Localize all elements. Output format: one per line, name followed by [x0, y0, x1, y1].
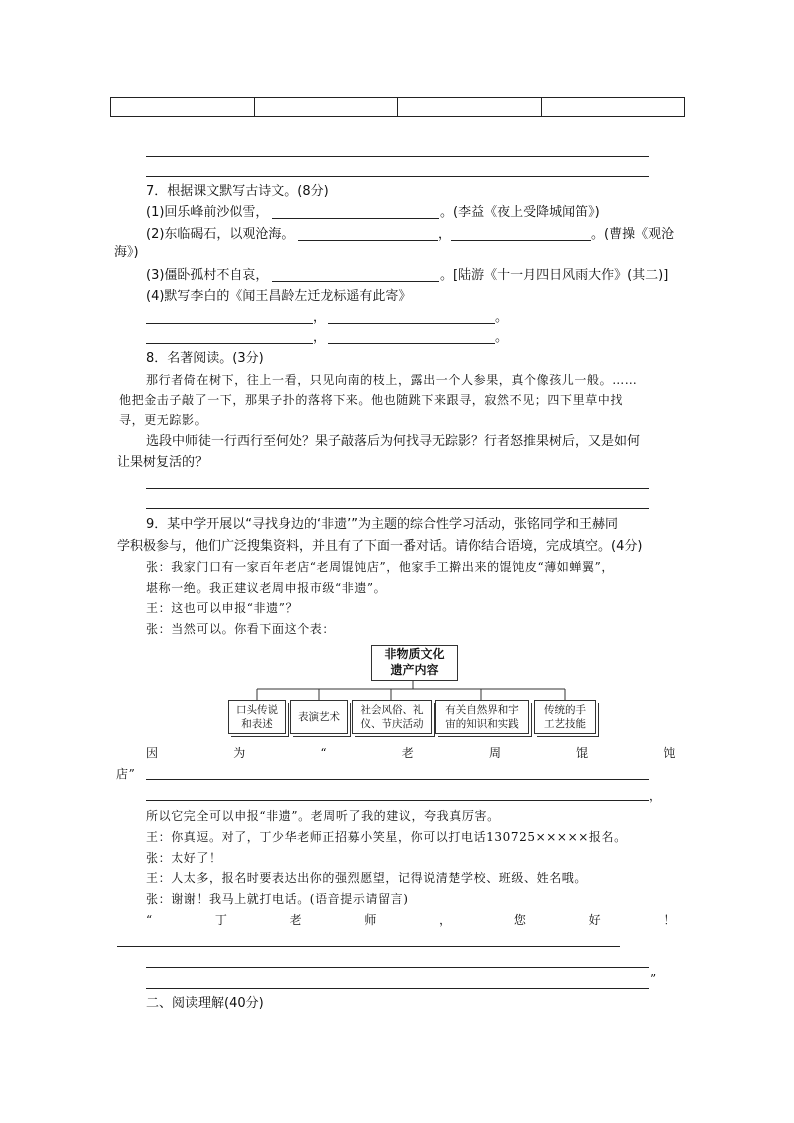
- dialog-zhang-4: 张：太好了！: [146, 851, 222, 865]
- char: ，: [439, 913, 452, 927]
- char: 丁: [214, 913, 228, 927]
- chart-item-social-customs: [352, 700, 432, 734]
- char: 为: [233, 746, 246, 760]
- q7-item1-source: 。(李益《夜上受降城闻笛》): [440, 205, 600, 220]
- q7-item4: (4)默写李白的《闻王昌龄左迁龙标遥有此寄》: [146, 289, 412, 304]
- dialog-zhang-5: 张：谢谢！我马上就打电话。(语音提示请留言): [146, 892, 409, 906]
- q9-intro-1: 9．某中学开展以“寻找身边的‘非遗’”为主题的综合性学习活动，张铭同学和王赫同: [146, 517, 619, 532]
- q8-question-1: 选段中师徒一行西行至何处？果子敲落后为何找寻无踪影？行者怒推果树后，又是如何: [146, 434, 641, 449]
- chart-head-line-2: 遗产内容: [390, 663, 439, 677]
- chart-item-line: 表演艺术: [298, 711, 340, 723]
- char: “: [146, 913, 153, 927]
- dialog-wang-2: 王：你真逗。对了，丁少华老师正招募小笑星，你可以打电话130725×××××报名。: [146, 830, 627, 844]
- punct-period: 。: [495, 330, 509, 345]
- q8-question-2: 让果树复活的？: [117, 455, 209, 470]
- chart-item-line: 仪、节庆活动: [360, 718, 424, 730]
- section-2-heading: 二、阅读理解(40分): [146, 996, 264, 1011]
- chart-item-line: 有关自然界和宇: [445, 704, 519, 716]
- q7-item2-start: (2)东临碣石，以观沧海。: [146, 227, 295, 242]
- char: 老: [289, 913, 303, 927]
- char: 饨: [663, 746, 676, 760]
- q7-item1-start: (1)回乐峰前沙似雪，: [146, 205, 269, 220]
- char: 老: [401, 746, 415, 760]
- char: “: [320, 746, 328, 760]
- char: 因: [146, 746, 159, 760]
- char: 好: [588, 913, 602, 927]
- punct-comma: ，: [313, 310, 327, 325]
- q8-title: 8．名著阅读。(3分): [146, 351, 264, 366]
- chart-item-oral-tradition: [228, 700, 286, 734]
- chart-item-line: 宙的知识和实践: [445, 718, 519, 730]
- q9-intro-2: 学积极参与，他们广泛搜集资料，并且有了下面一番对话。请你结合语境，完成填空。(4分): [117, 539, 643, 554]
- chart-item-line: 和表述: [241, 718, 273, 730]
- char: 馄: [576, 746, 589, 760]
- answer-line[interactable]: [117, 946, 620, 947]
- answer-line[interactable]: [146, 988, 649, 989]
- char: 师: [364, 913, 377, 927]
- chart-item-craftsmanship: [534, 700, 596, 734]
- dialog-zhang-3: 所以它完全可以申报“非遗”。老周听了我的建议，夸我真厉害。: [146, 809, 500, 823]
- q7-item2-comma: ，: [438, 227, 452, 242]
- chart-item-line: 口头传说: [236, 704, 278, 716]
- chart-item-line: 传统的手: [544, 704, 586, 716]
- chart-item-line: 工艺技能: [544, 718, 586, 730]
- q7-item3-source: 。[陆游《十一月四日风雨大作》(其二)]: [440, 268, 669, 283]
- dialog-wang-1: 王：这也可以申报“非遗”？: [146, 601, 299, 615]
- voice-message-line: [146, 911, 676, 929]
- q7-title: 7．根据课文默写古诗文。(8分): [146, 184, 329, 199]
- dialog-wang-3: 王：人太多，报名时要表达出你的强烈愿望，记得说清楚学校、班级、姓名哦。: [146, 871, 588, 885]
- q7-item2-source-end: 海》): [114, 245, 139, 260]
- dialog-zhang-1a: 张：我家门口有一家百年老店“老周馄饨店”，他家手工擀出来的馄饨皮“薄如蝉翼”，: [146, 560, 614, 574]
- dialog-zhang-1b: 堪称一绝。我正建议老周申报市级“非遗”。: [146, 581, 387, 595]
- trailing-comma: ，: [649, 789, 662, 803]
- char: 您: [513, 913, 527, 927]
- dialog-zhang-2: 张：当然可以。你看下面这个表：: [146, 622, 336, 636]
- answer-line[interactable]: [146, 800, 649, 801]
- answer-line[interactable]: [146, 967, 649, 968]
- q8-passage-3: 寻，更无踪影。: [119, 413, 208, 427]
- because-line: [146, 744, 676, 762]
- chart-item-nature-knowledge: [435, 700, 529, 734]
- answer-line[interactable]: [146, 779, 649, 780]
- chart-head-line-1: 非物质文化: [384, 647, 445, 661]
- q8-passage-1: 那行者倚在树下，往上一看，只见向南的枝上，露出一个人参果，真个像孩儿一般。……: [146, 373, 638, 387]
- punct-comma: ，: [313, 330, 327, 345]
- chart-item-line: 社会风俗、礼: [360, 704, 424, 716]
- q8-passage-2: 他把金击子敲了一下，那果子扑的落将下来。他也随跳下来跟寻，寂然不见；四下里草中找: [119, 393, 624, 407]
- q7-item2-source: 。(曹操《观沧: [591, 227, 675, 242]
- char: ！: [663, 913, 676, 927]
- char: 周: [488, 746, 502, 760]
- closing-quote: ”: [650, 972, 657, 986]
- punct-period: 。: [495, 310, 509, 325]
- q7-item3-start: (3)僵卧孤村不自哀，: [146, 268, 269, 283]
- shop-name-end: 店”: [116, 767, 136, 781]
- chart-item-performing-arts: [290, 700, 348, 734]
